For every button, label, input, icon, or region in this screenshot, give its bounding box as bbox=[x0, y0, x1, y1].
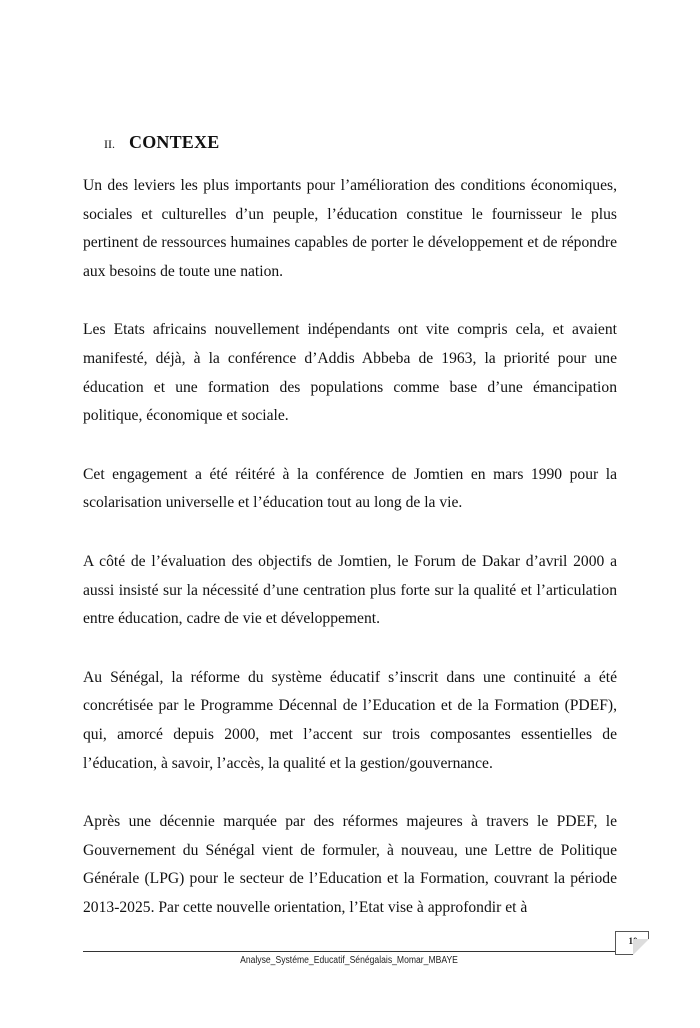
page-number: 10 bbox=[628, 936, 638, 946]
footer-divider bbox=[83, 951, 615, 952]
section-title: CONTEXE bbox=[129, 132, 220, 152]
section-number: II. bbox=[104, 137, 115, 151]
body-text bbox=[83, 172, 617, 952]
page-number-box bbox=[615, 931, 649, 955]
paragraph-6: Après une décennie marquée par des réformes majeures à travers le PDEF, le Gouvernement du Sénégal vient de formuler, à nouveau, une Lettre de Politique Générale (LPG) pour le secteur de l’Education et la Formation, couvrant la période 2013-2025. Par cette nouvelle orientation, l’Etat vise à approfondir et à bbox=[83, 813, 617, 916]
footer-text: Analyse_Systéme_Educatif_Sénégalais_Momar_MBAYE bbox=[240, 955, 458, 966]
paragraph-3: Cet engagement a été réitéré à la conférence de Jomtien en mars 1990 pour la scolarisation universelle et l’éducation tout au long de la vie. bbox=[83, 465, 617, 512]
paragraph-5: Au Sénégal, la réforme du système éducatif s’inscrit dans une continuité a été concrétisée par le Programme Décennal de l’Education et de la Formation (PDEF), qui, amorcé depuis 2000, met l’accent sur trois composantes essentielles de l’éducation, à savoir, l’accès, la qualité et la gestion/gouvernance. bbox=[83, 668, 617, 772]
paragraph-1: Un des leviers les plus importants pour l’amélioration des conditions économiques, sociales et culturelles d’un peuple, l’éducation constitue le fournisseur le plus pertinent de ressources humaines capables de porter le développement et de répondre aux besoins de toute une nation. bbox=[83, 177, 617, 280]
paragraph-2: Les Etats africains nouvellement indépendants ont vite compris cela, et avaient manifesté, déjà, à la conférence d’Addis Abbeba de 1963, la priorité pour une éducation et une formation des populations comme base d’une émancipation politique, économique et sociale. bbox=[83, 321, 617, 425]
section-heading bbox=[104, 132, 219, 153]
paragraph-4: A côté de l’évaluation des objectifs de Jomtien, le Forum de Dakar d’avril 2000 a aussi insisté sur la nécessité d’une centration plus forte sur la qualité et l’articulation entre éducation, cadre de vie et développement. bbox=[83, 552, 617, 628]
